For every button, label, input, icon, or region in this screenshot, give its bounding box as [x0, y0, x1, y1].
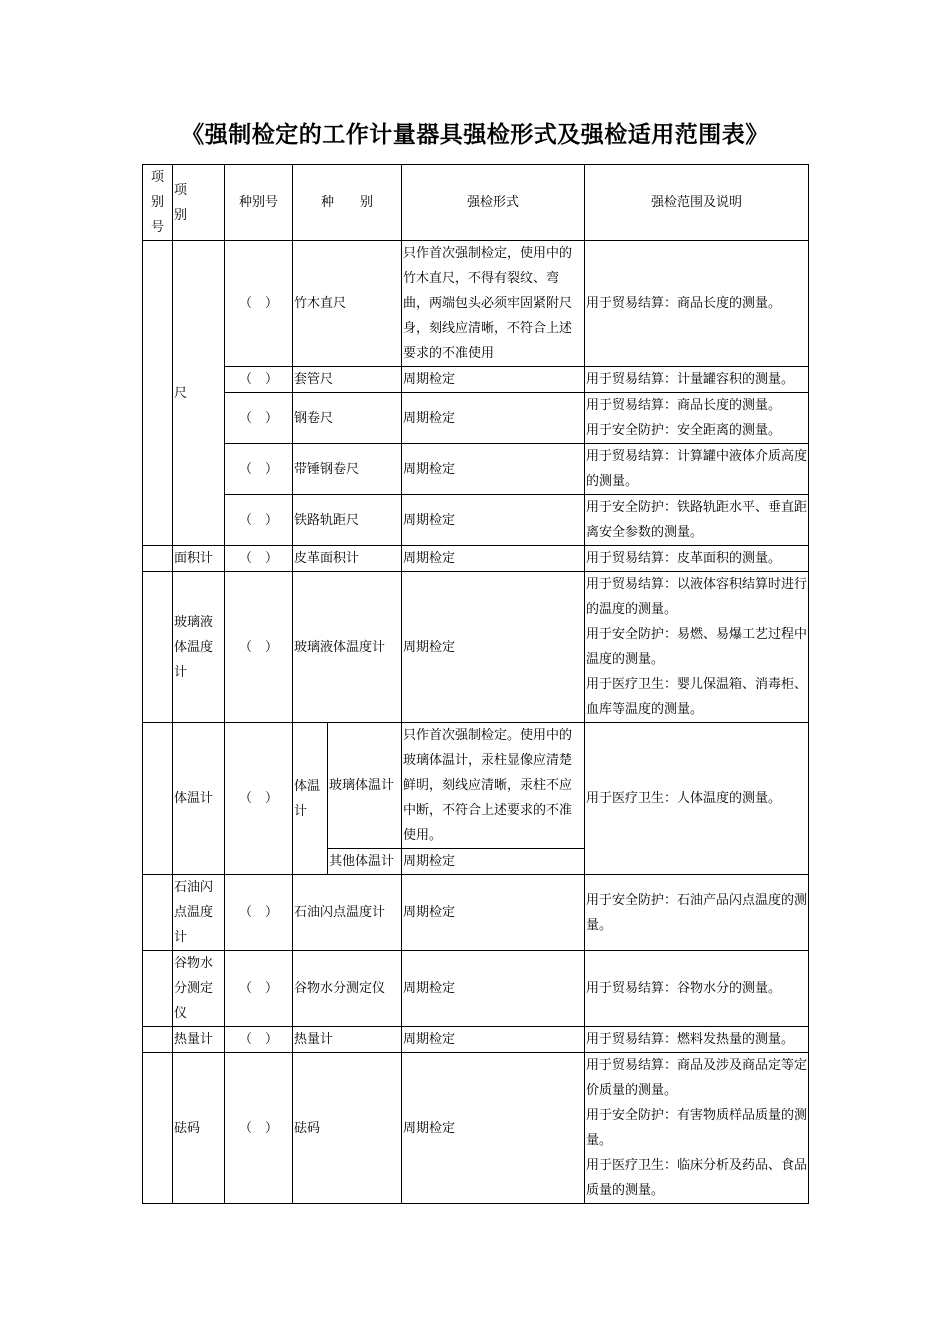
item-no-cell	[143, 1053, 173, 1204]
item-cell: 石油闪点温度计	[173, 875, 225, 951]
header-form: 强检形式	[402, 165, 585, 241]
item-cell: 玻璃液体温度计	[173, 572, 225, 723]
header-kind: 种 别	[293, 165, 402, 241]
form-cell: 周期检定	[402, 495, 585, 546]
header-kind-no: 种别号	[225, 165, 293, 241]
scope-cell: 用于贸易结算：燃料发热量的测量。	[585, 1027, 809, 1053]
kind-no-cell: （ ）	[225, 393, 293, 444]
table-row	[143, 546, 809, 572]
kind-no-cell: （ ）	[225, 546, 293, 572]
kind-cell: 玻璃体温计	[328, 723, 402, 849]
table-row	[143, 241, 809, 367]
kind-cell: 皮革面积计	[293, 546, 402, 572]
kind-cell: 钢卷尺	[293, 393, 402, 444]
table-row	[143, 1027, 809, 1053]
form-cell: 只作首次强制检定。使用中的玻璃体温计，汞柱显像应清楚鲜明，刻线应清晰，汞柱不应中断，不符合上述要求的不准使用。	[402, 723, 585, 849]
scope-cell: 用于贸易结算：以液体容积结算时进行的温度的测量。 用于安全防护：易燃、易爆工艺过程中温度的测量。 用于医疗卫生：婴儿保温箱、消毒柜、血库等温度的测量。	[585, 572, 809, 723]
scope-cell: 用于安全防护：铁路轨距水平、垂直距离安全参数的测量。	[585, 495, 809, 546]
kind-cell: 玻璃液体温度计	[293, 572, 402, 723]
item-no-cell	[143, 723, 173, 875]
kind-no-cell: （ ）	[225, 444, 293, 495]
table-row	[143, 495, 809, 546]
form-cell: 周期检定	[402, 951, 585, 1027]
form-cell: 周期检定	[402, 546, 585, 572]
item-no-cell	[143, 241, 173, 546]
table-row	[143, 393, 809, 444]
item-cell: 体温计	[173, 723, 225, 875]
item-cell: 谷物水分测定仪	[173, 951, 225, 1027]
kind-cell: 套管尺	[293, 367, 402, 393]
table-header-row	[143, 165, 809, 241]
kind-cell: 其他体温计	[328, 849, 402, 875]
kind-cell: 石油闪点温度计	[293, 875, 402, 951]
header-item-no: 项 别 号	[143, 165, 173, 241]
form-cell: 周期检定	[402, 367, 585, 393]
table-row	[143, 875, 809, 951]
kind-cell: 带锤钢卷尺	[293, 444, 402, 495]
scope-cell: 用于贸易结算：商品长度的测量。	[585, 241, 809, 367]
scope-cell: 用于安全防护：石油产品闪点温度的测量。	[585, 875, 809, 951]
form-cell: 只作首次强制检定，使用中的竹木直尺，不得有裂纹、弯曲，两端包头必须牢固紧附尺身，刻线应清晰，不符合上述要求的不准使用	[402, 241, 585, 367]
form-cell: 周期检定	[402, 1027, 585, 1053]
kind-cell: 铁路轨距尺	[293, 495, 402, 546]
kind-cell: 热量计	[293, 1027, 402, 1053]
header-item: 项 别	[173, 165, 225, 241]
kind-group-cell: 体温计	[293, 723, 328, 875]
page-title: 《强制检定的工作计量器具强检形式及强检适用范围表》	[181, 122, 769, 148]
kind-no-cell: （ ）	[225, 1027, 293, 1053]
item-no-cell	[143, 1027, 173, 1053]
scope-cell: 用于医疗卫生：人体温度的测量。	[585, 723, 809, 875]
scope-cell: 用于贸易结算：商品及涉及商品定等定价质量的测量。 用于安全防护：有害物质样品质量的测量。 用于医疗卫生：临床分析及药品、食品质量的测量。	[585, 1053, 809, 1204]
item-cell: 砝码	[173, 1053, 225, 1204]
scope-cell: 用于贸易结算：计量罐容积的测量。	[585, 367, 809, 393]
table-row	[143, 723, 809, 849]
scope-cell: 用于贸易结算：计算罐中液体介质高度的测量。	[585, 444, 809, 495]
header-scope: 强检范围及说明	[585, 165, 809, 241]
item-no-cell	[143, 546, 173, 572]
form-cell: 周期检定	[402, 572, 585, 723]
table-row	[143, 367, 809, 393]
kind-no-cell: （ ）	[225, 1053, 293, 1204]
scope-cell: 用于贸易结算：皮革面积的测量。	[585, 546, 809, 572]
form-cell: 周期检定	[402, 849, 585, 875]
table-row	[143, 951, 809, 1027]
form-cell: 周期检定	[402, 393, 585, 444]
table-row	[143, 444, 809, 495]
item-cell: 尺	[173, 241, 225, 546]
metrology-table	[142, 164, 809, 1204]
item-cell: 面积计	[173, 546, 225, 572]
scope-cell: 用于贸易结算：谷物水分的测量。	[585, 951, 809, 1027]
item-no-cell	[143, 875, 173, 951]
form-cell: 周期检定	[402, 444, 585, 495]
kind-no-cell: （ ）	[225, 875, 293, 951]
form-cell: 周期检定	[402, 875, 585, 951]
kind-no-cell: （ ）	[225, 572, 293, 723]
kind-no-cell: （ ）	[225, 495, 293, 546]
kind-cell: 竹木直尺	[293, 241, 402, 367]
form-cell: 周期检定	[402, 1053, 585, 1204]
kind-no-cell: （ ）	[225, 951, 293, 1027]
kind-cell: 砝码	[293, 1053, 402, 1204]
item-cell: 热量计	[173, 1027, 225, 1053]
scope-cell: 用于贸易结算：商品长度的测量。 用于安全防护：安全距离的测量。	[585, 393, 809, 444]
kind-no-cell: （ ）	[225, 723, 293, 875]
table-row	[143, 572, 809, 723]
kind-no-cell: （ ）	[225, 367, 293, 393]
item-no-cell	[143, 951, 173, 1027]
kind-cell: 谷物水分测定仪	[293, 951, 402, 1027]
kind-no-cell: （ ）	[225, 241, 293, 367]
table-row	[143, 1053, 809, 1204]
item-no-cell	[143, 572, 173, 723]
